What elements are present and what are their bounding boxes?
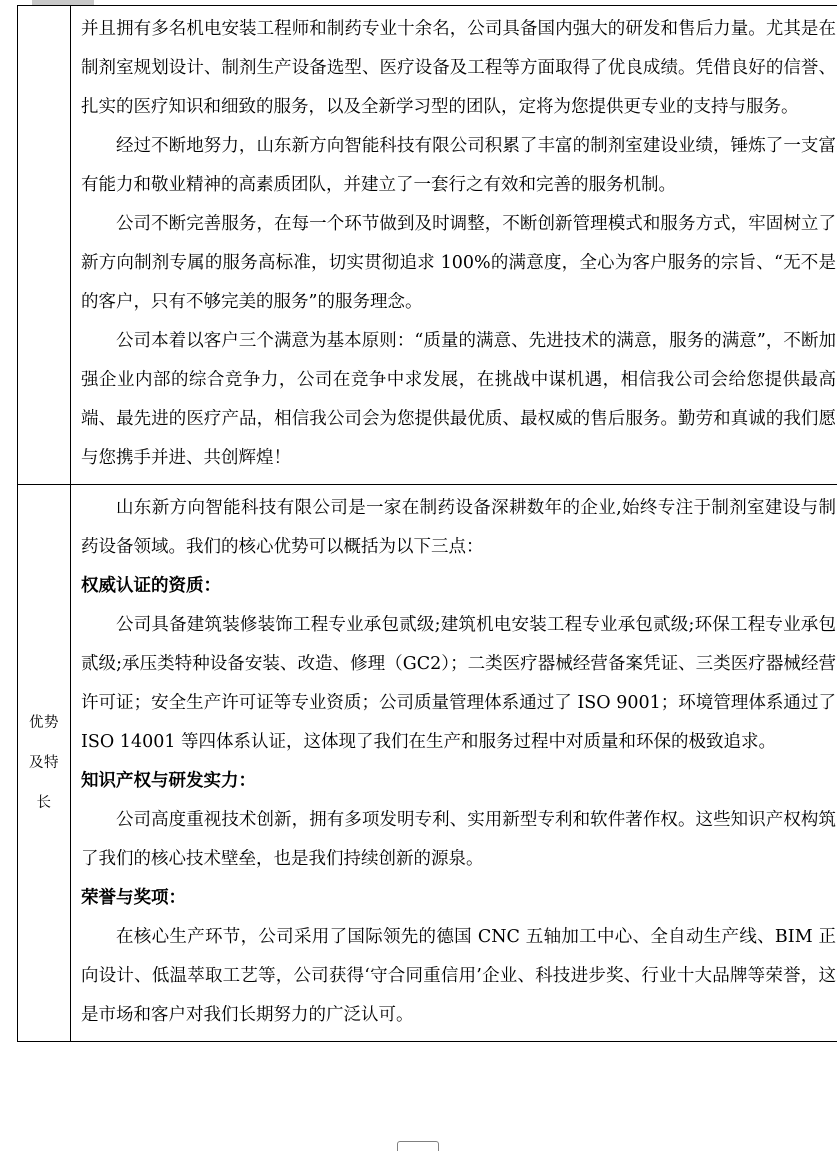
table-row (18, 6, 837, 485)
row-label-line: 长 (36, 795, 52, 811)
row-label-line: 及特 (29, 755, 59, 771)
paragraph: 并且拥有多名机电安装工程师和制药专业十余名，公司具备国内强大的研发和售后力量。尤其是在制剂室规划设计、制剂生产设备选型、医疗设备及工程等方面取得了优良成绩。凭借良好的信誉、扎实的医疗知识和细致的服务，以及全新学习型的团队，定将为您提供更专业的支持与服务。 (81, 19, 836, 117)
row-label-line: 优势 (29, 715, 59, 731)
page-number-field (397, 1141, 439, 1151)
row-content-cell (71, 6, 837, 485)
table-body (18, 6, 837, 1042)
paragraph: 经过不断地努力，山东新方向智能科技有限公司积累了丰富的制剂室建设业绩，锤炼了一支富有能力和敬业精神的高素质团队，并建立了一套行之有效和完善的服务机制。 (81, 136, 836, 195)
paragraph: 公司本着以客户三个满意为基本原则：“质量的满意、先进技术的满意，服务的满意”，不断加强企业内部的综合竞争力，公司在竞争中求发展，在挑战中谋机遇，相信我公司会给您提供最高端、最先进的医疗产品，相信我公司会为您提供最优质、最权威的售后服务。勤劳和真诚的我们愿与您携手并进、共创辉煌！ (81, 331, 836, 468)
paragraph: 山东新方向智能科技有限公司是一家在制药设备深耕数年的企业,始终专注于制剂室建设与制药设备领域。我们的核心优势可以概括为以下三点： (81, 498, 836, 557)
section-heading: 荣誉与奖项： (81, 888, 186, 908)
row-label-cell (18, 6, 71, 485)
paragraph: 在核心生产环节，公司采用了国际领先的德国 CNC 五轴加工中心、全自动生产线、BIM 正向设计、低温萃取工艺等，公司获得‘守合同重信用’企业、科技进步奖、行业十大品牌等荣誉，这是市场和客户对我们长期努力的广泛认可。 (81, 927, 836, 1025)
paragraph: 公司高度重视技术创新，拥有多项发明专利、实用新型专利和软件著作权。这些知识产权构筑了我们的核心技术壁垒，也是我们持续创新的源泉。 (81, 810, 836, 869)
table-row (18, 485, 837, 1042)
row-label-cell (18, 485, 71, 1042)
row-label-text (18, 703, 70, 823)
content-table (17, 5, 837, 1042)
section-heading: 权威认证的资质： (81, 576, 221, 596)
section-heading: 知识产权与研发实力： (81, 771, 256, 791)
paragraph: 公司具备建筑装修装饰工程专业承包贰级;建筑机电安装工程专业承包贰级;环保工程专业承包贰级;承压类特种设备安装、改造、修理（GC2）；二类医疗器械经营备案凭证、三类医疗器械经营许可证；安全生产许可证等专业资质；公司质量管理体系通过了 ISO 9001；环境管理体系通过了 ISO 14001 等四体系认证，这体现了我们在生产和服务过程中对质量和环保的极致追求。 (81, 615, 836, 752)
paragraph: 公司不断完善服务，在每一个环节做到及时调整，不断创新管理模式和服务方式，牢固树立了新方向制剂专属的服务高标准，切实贯彻追求 100%的满意度，全心为客户服务的宗旨、“无不是的客户，只有不够完美的服务”的服务理念。 (81, 214, 836, 312)
row-content-cell (71, 485, 837, 1042)
